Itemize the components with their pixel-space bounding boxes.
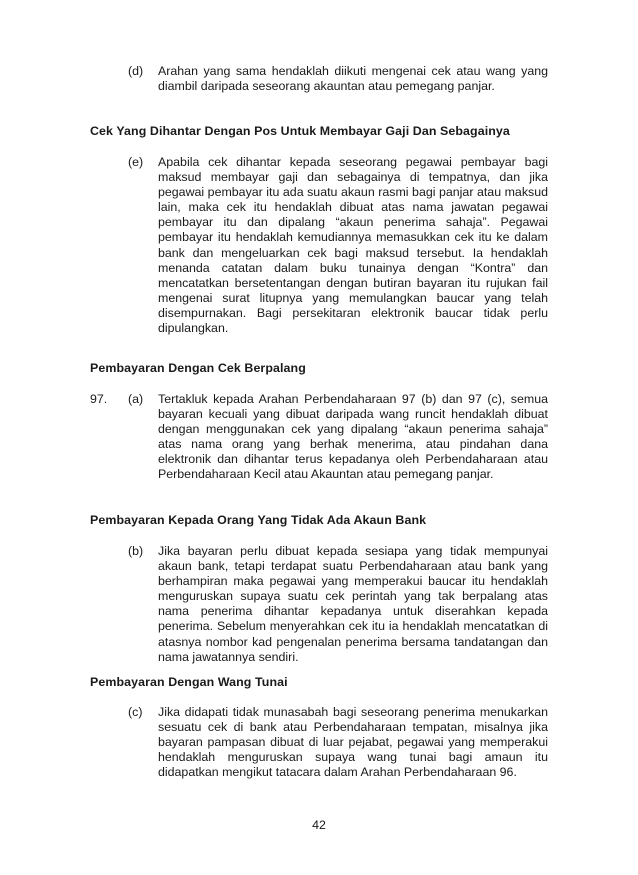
page-number: 42 [312, 818, 326, 832]
section-heading-posted-cheques: Cek Yang Dihantar Dengan Pos Untuk Membayar Gaji Dan Sebagainya [90, 124, 510, 138]
paragraph-97a [90, 392, 548, 483]
paragraph-label: (b) [128, 544, 144, 558]
paragraph-label: (c) [128, 705, 143, 719]
section-number: 97. [90, 392, 108, 406]
paragraph-e [90, 155, 548, 336]
paragraph-text: Apabila cek dihantar kepada seseorang pegawai pembayar bagi maksud membayar gaji dan sebagainya di tempatnya, dan jika pegawai pembayar itu ada suatu akaun rasmi bagi panjar atau maksud lain, maka cek itu hendaklah dibuat atas nama jawatan pegawai pembayar itu dan dipalang “akaun penerima sahaja”. Pegawai pembayar itu hendaklah kemudiannya memasukkan cek itu ke dalam bank dan mengeluarkan cek bagi maksud tersebut. Ia hendaklah menanda catatan dalam buku tunainya dengan “Kontra” dan mencatatkan bersetentangan dengan butiran bayaran itu rujukan fail mengenai surat litupnya yang memulangkan baucar yang telah disempurnakan. Bagi persekitaran elektronik baucar tidak perlu dipulangkan. [158, 155, 548, 336]
paragraph-c [90, 705, 548, 780]
paragraph-text: Jika didapati tidak munasabah bagi seseorang penerima menukarkan sesuatu cek di bank atau Perbendaharaan tempatan, misalnya jika bayaran pampasan dibuat di luar pejabat, pegawai yang memperakui hendaklah menguruskan supaya wang tunai bagi amaun itu didapatkan mengikut tatacara dalam Arahan Perbendaharaan 96. [158, 705, 548, 780]
paragraph-label: (e) [128, 155, 144, 169]
section-heading-crossed-cheques: Pembayaran Dengan Cek Berpalang [90, 361, 306, 375]
paragraph-d [90, 64, 548, 94]
paragraph-text: Jika bayaran perlu dibuat kepada sesiapa yang tidak mempunyai akaun bank, tetapi terdapat suatu Perbendaharaan atau bank yang berhampiran maka pegawai yang memperakui baucar itu hendaklah menguruskan supaya suatu cek perintah yang tak berpalang atas nama penerima dihantar kepadanya untuk diserahkan kepada penerima. Sebelum menyerahkan cek itu ia hendaklah mencatatkan di atasnya nombor kad pengenalan penerima bersama tandatangan dan nama jawatannya sendiri. [158, 544, 548, 664]
paragraph-b [90, 544, 548, 665]
paragraph-label: (a) [128, 392, 144, 406]
paragraph-text: Arahan yang sama hendaklah diikuti mengenai cek atau wang yang diambil daripada seseorang akauntan atau pemegang panjar. [158, 64, 548, 94]
paragraph-label: (d) [128, 64, 144, 78]
section-heading-no-bank-account: Pembayaran Kepada Orang Yang Tidak Ada Akaun Bank [90, 513, 427, 527]
section-heading-cash-payment: Pembayaran Dengan Wang Tunai [90, 675, 288, 689]
paragraph-text: Tertakluk kepada Arahan Perbendaharaan 97 (b) dan 97 (c), semua bayaran kecuali yang dibuat daripada wang runcit hendaklah dibuat dengan menggunakan cek yang dipalang “akaun penerima sahaja” atas nama orang yang berhak menerima, atau pindahan dana elektronik dan dihantar terus kepadanya oleh Perbendaharaan atau Perbendaharaan Kecil atau Akauntan atau pemegang panjar. [158, 392, 548, 482]
